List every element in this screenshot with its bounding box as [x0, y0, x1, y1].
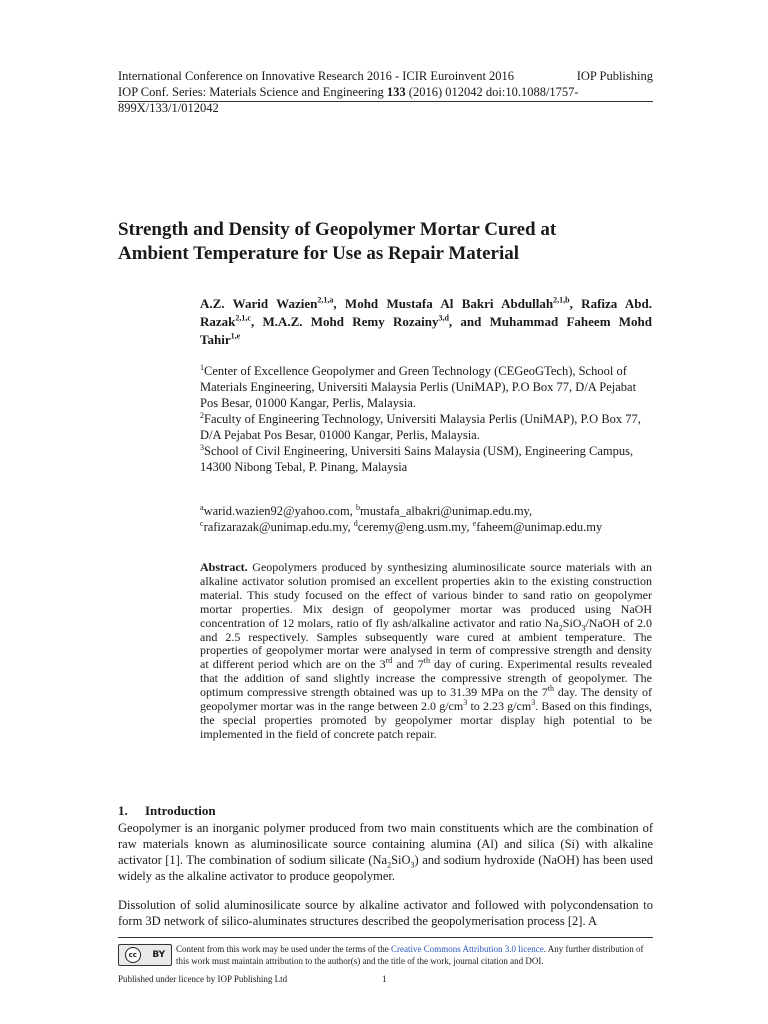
author-2: , Mohd Mustafa Al Bakri Abdullah — [333, 296, 554, 311]
email-d-sup: d — [353, 518, 358, 528]
section-number: 1. — [118, 803, 128, 818]
author-4-sup: 3,d — [438, 313, 449, 323]
email-d[interactable]: ceremy@eng.usm.my, — [357, 520, 473, 534]
abstract-text-8: . Based on this findings, the special properties promoted by geopolymer mortar display high potential to be implemented in the field of concrete patch repair. — [200, 699, 653, 741]
email-line-1 — [200, 503, 655, 519]
affiliation-3 — [200, 443, 655, 475]
abstract-sup-5: 3 — [531, 698, 536, 708]
email-e[interactable]: faheem@unimap.edu.my — [476, 520, 603, 534]
abstract-text-6: day. The density of geopolymer mortar was in the range between 2.0 g/cm — [200, 685, 652, 714]
abstract-sub-2: 3 — [581, 623, 586, 633]
header-rule — [118, 101, 653, 102]
by-label: BY — [152, 950, 166, 960]
intro-paragraph-1 — [118, 820, 653, 884]
affiliation-2 — [200, 411, 655, 443]
intro-paragraph-2: Dissolution of solid aluminosilicate source by alkaline activator and followed with polycondensation to form 3D network of silico-aluminates structures described the geopolymerisation process [2]. A — [118, 898, 653, 928]
affiliation-2-num: 2 — [200, 410, 204, 420]
page-number: 1 — [382, 974, 387, 984]
affiliation-2-text: Faculty of Engineering Technology, Universiti Malaysia Perlis (UniMAP), P.O Box 77, D/A Pejabat Pos Besar, 01000 Kangar, Perlis, Malaysia. — [200, 412, 641, 442]
email-b[interactable]: mustafa_albakri@unimap.edu.my, — [360, 504, 533, 518]
p1-sub-1: 2 — [387, 860, 392, 870]
p1-text-a: Geopolymer is an inorganic polymer produced from two main constituents which are the combination of raw materials known as aluminosilicate source containing alumina (Al) and silica (Si) with alkaline activator [1]. The combination of sodium silicate (Na — [118, 821, 653, 867]
license-link[interactable]: Creative Commons Attribution 3.0 licence — [390, 944, 544, 954]
email-e-sup: e — [472, 518, 477, 528]
running-header — [118, 68, 653, 84]
abstract — [200, 561, 652, 742]
abstract-sup-2: th — [423, 656, 430, 666]
abstract-text-7: to 2.23 g/cm — [467, 699, 532, 714]
abstract-sup-4: 3 — [463, 698, 468, 708]
abstract-sub-1: 2 — [558, 623, 563, 633]
abstract-text-1: Geopolymers produced by synthesizing aluminosilicate source materials with an alkaline activator solution promised an excellent properties akin to the existing construction material. This study focused on the effect of various binder to sand ratio on geopolymer mortar properties. Mix design of geopolymer mortar was produced using NaOH concentration of 12 molars, ratio of fly ash/alkaline activator and ratio Na — [200, 560, 652, 630]
affiliation-3-num: 3 — [200, 442, 204, 452]
email-b-sup: b — [356, 502, 360, 512]
paper-title — [118, 218, 658, 266]
footer-rule — [118, 937, 653, 938]
author-1: A.Z. Warid Wazien — [200, 296, 318, 311]
series-volume: 133 — [386, 85, 406, 99]
series-line — [118, 84, 658, 116]
affiliation-1 — [200, 363, 655, 411]
email-line-2 — [200, 519, 655, 535]
author-1-sup: 2,1,a — [317, 295, 334, 305]
series-doi: (2016) 012042 doi:10.1088/1757-899X/133/1/012042 — [118, 85, 579, 115]
abstract-text-3: /NaOH of 2.0 and 2.5 respectively. Samples subsequently ware cured at ambient temperature. The properties of geopolymer mortar were analysed in term of compressive strength and density at different period which are on the 3 — [200, 615, 652, 672]
license-notice — [176, 943, 656, 967]
email-c[interactable]: rafizarazak@unimap.edu.my, — [203, 520, 354, 534]
conference-name: International Conference on Innovative Research 2016 - ICIR Euroinvent 2016 — [118, 69, 515, 83]
author-list — [200, 295, 652, 349]
title-line-2: Ambient Temperature for Use as Repair Material — [118, 243, 520, 264]
author-5-sup: 1,e — [230, 331, 241, 341]
abstract-sup-3: th — [547, 684, 555, 694]
abstract-label: Abstract. — [200, 560, 248, 574]
author-5: , and Muhammad Faheem Mohd Tahir — [200, 314, 652, 347]
p1-sub-2: 3 — [410, 860, 415, 870]
abstract-text-4: and 7 — [392, 657, 424, 672]
publisher-name: IOP Publishing — [576, 69, 653, 83]
author-3: , Rafiza Abd. Razak — [200, 296, 653, 329]
email-a[interactable]: warid.wazien92@yahoo.com, — [203, 504, 356, 518]
p1-text-c: ) and sodium hydroxide (NaOH) has been used widely as the alkaline activator to produce geopolymer. — [118, 853, 653, 883]
license-text-pre: Content from this work may be used under the terms of the — [176, 944, 391, 954]
cc-by-license-icon[interactable] — [118, 944, 172, 966]
author-4: , M.A.Z. Mohd Remy Rozainy — [250, 314, 439, 329]
author-3-sup: 2,1,c — [235, 313, 251, 323]
cc-icon: cc — [125, 947, 141, 963]
author-2-sup: 2,1,b — [553, 295, 570, 305]
affiliation-1-num: 1 — [200, 362, 204, 372]
section-heading — [118, 803, 216, 819]
license-text-post: . Any further distribution of this work must maintain attribution to the author(s) and the title of the work, journal citation and DOI. — [176, 944, 644, 966]
author-emails — [200, 503, 655, 535]
email-a-sup: a — [200, 502, 204, 512]
section-title: Introduction — [145, 803, 216, 818]
abstract-sup-1: rd — [385, 656, 393, 666]
affiliation-3-text: School of Civil Engineering, Universiti Sains Malaysia (USM), Engineering Campus, 14300 Nibong Tebal, P. Pinang, Malaysia — [200, 444, 634, 474]
email-c-sup: c — [200, 518, 204, 528]
abstract-text-2: SiO — [562, 615, 582, 630]
p1-text-b: SiO — [391, 853, 411, 867]
published-under-licence: Published under licence by IOP Publishing Ltd — [118, 974, 288, 984]
title-line-1: Strength and Density of Geopolymer Mortar Cured at — [118, 219, 557, 240]
abstract-text-5: day of curing. Experimental results revealed that the addition of sand slightly increase the compressive strength of geopolymer. The optimum compressive strength obtained was up to 31.39 MPa on the 7 — [200, 657, 653, 700]
series-prefix: IOP Conf. Series: Materials Science and Engineering — [118, 85, 387, 99]
affiliations — [200, 363, 655, 475]
affiliation-1-text: Center of Excellence Geopolymer and Green Technology (CEGeoGTech), School of Materials Engineering, Universiti Malaysia Perlis (UniMAP), P.O Box 77, D/A Pejabat Pos Besar, 01000 Kangar, Perlis, Malaysia. — [200, 364, 637, 410]
